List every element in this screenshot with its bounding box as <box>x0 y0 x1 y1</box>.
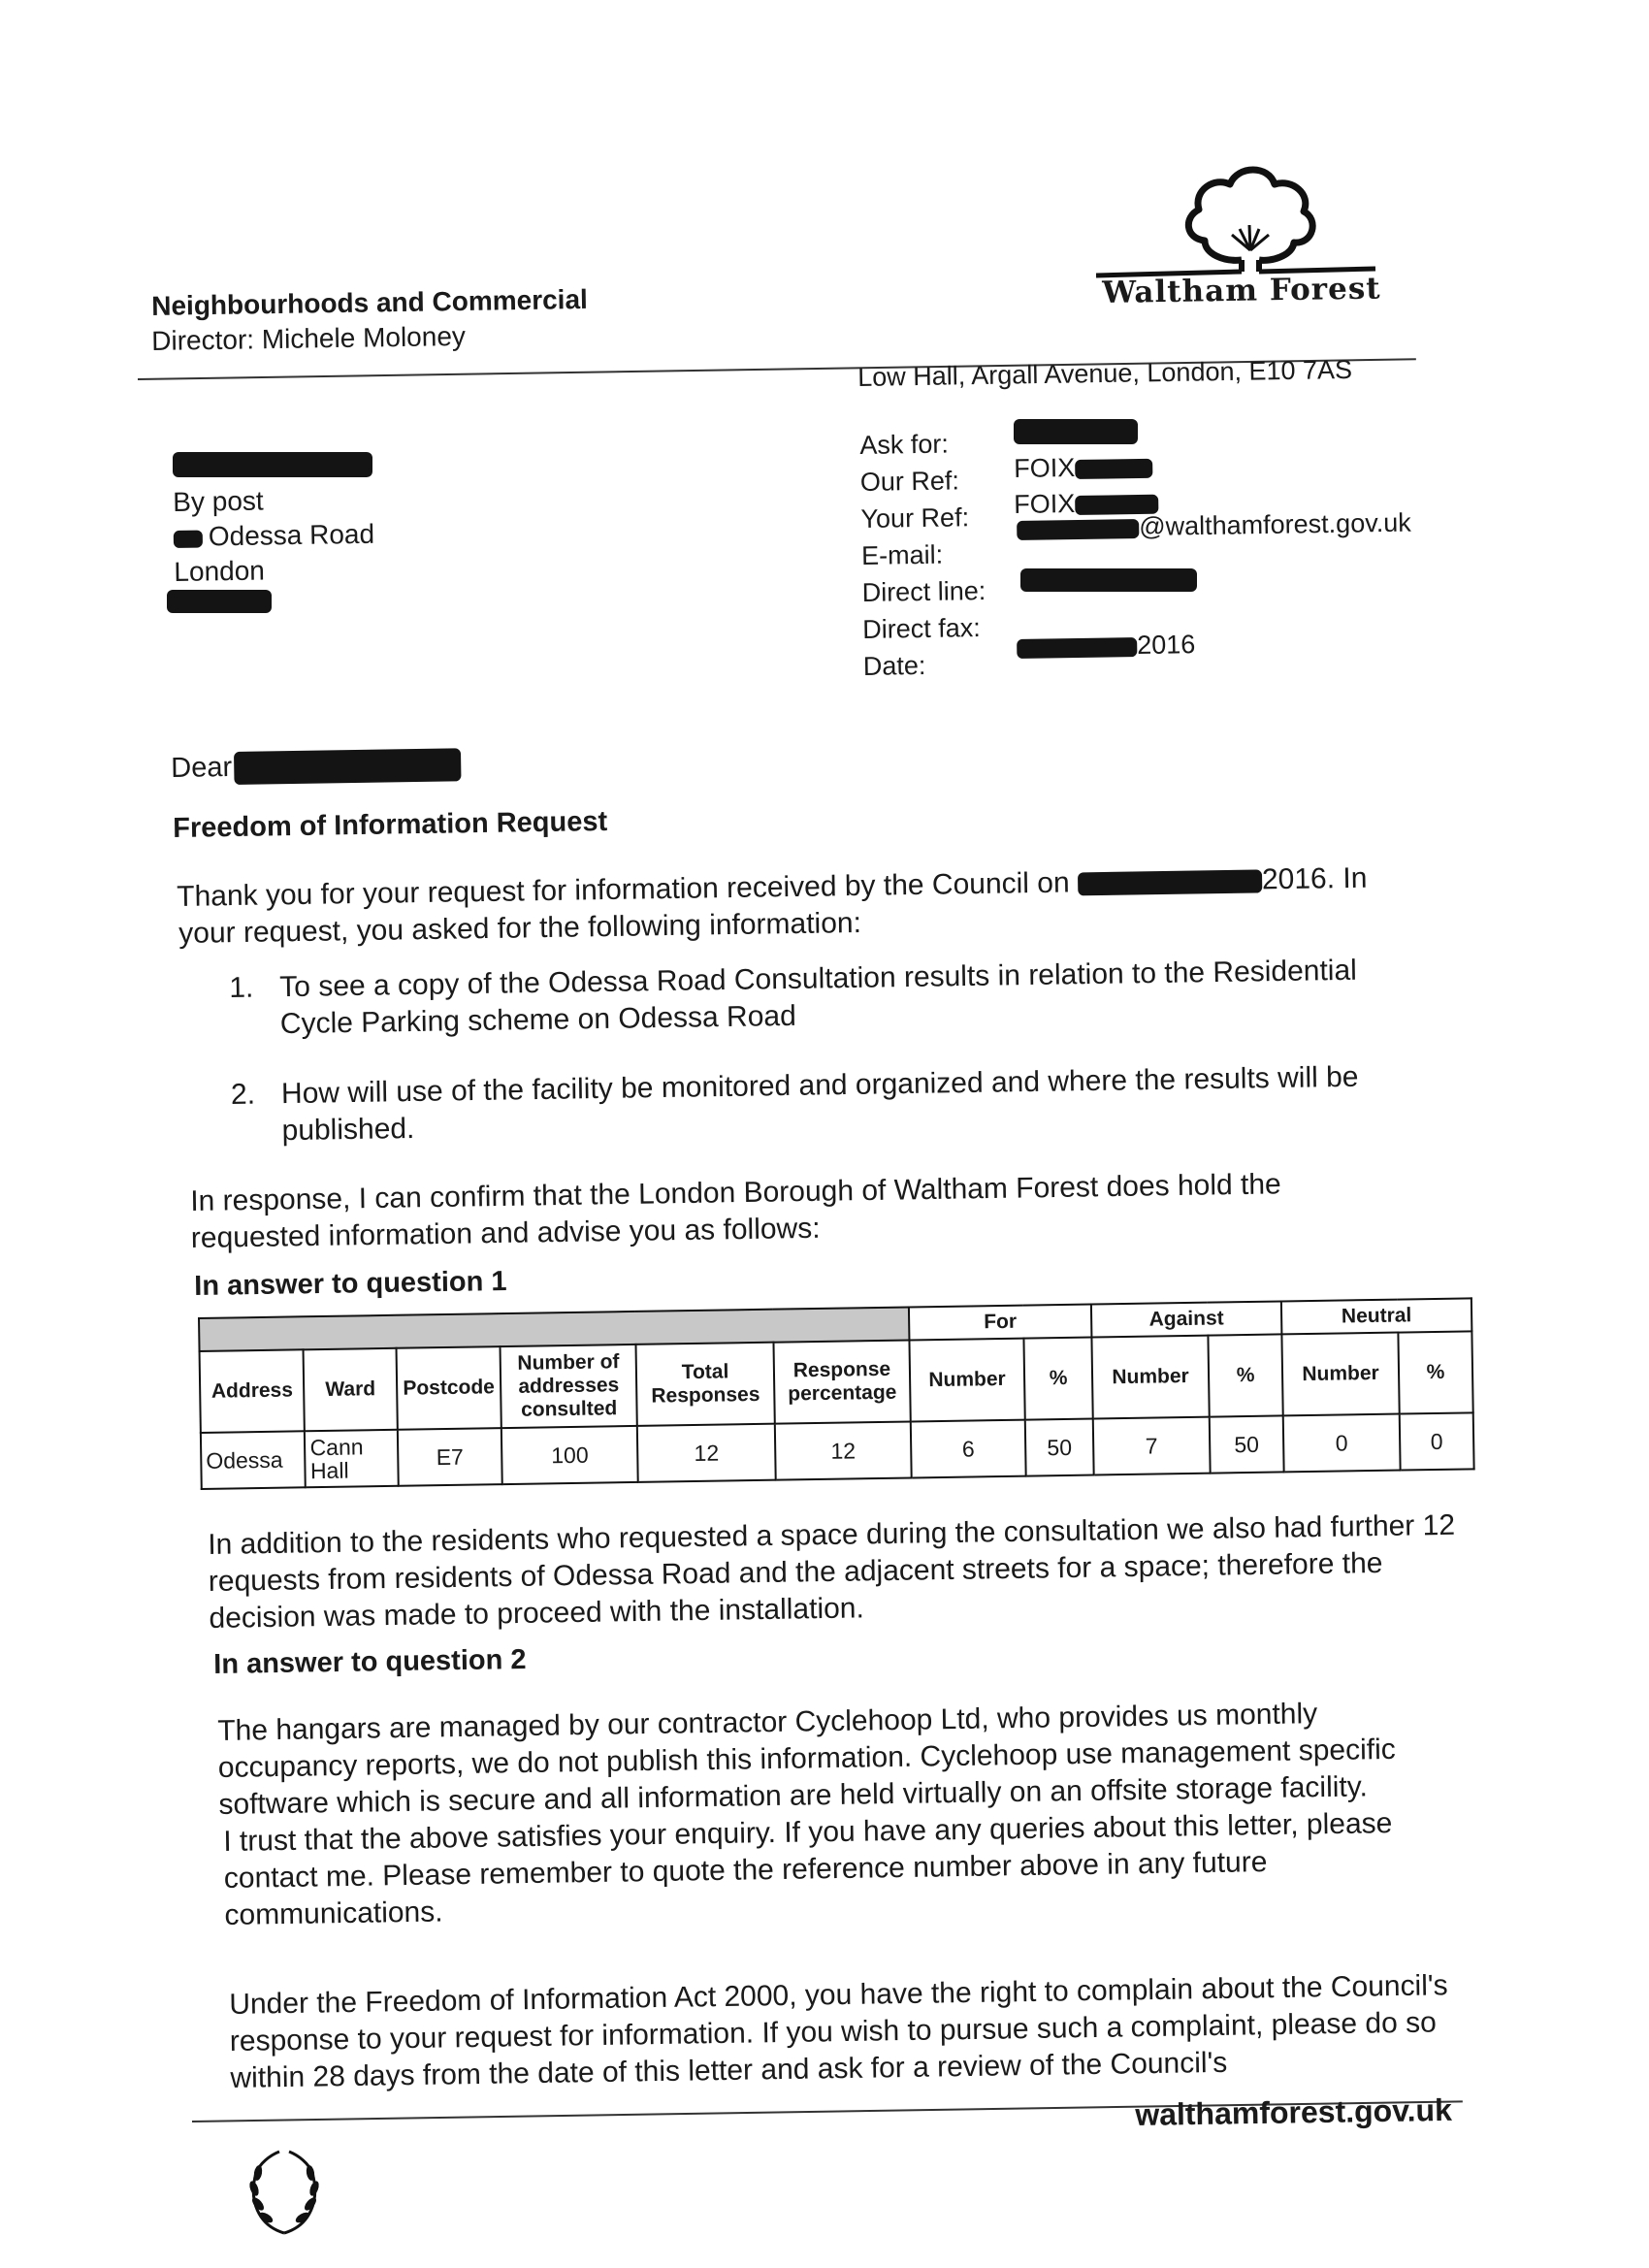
letter-title: Freedom of Information Request <box>173 805 608 844</box>
date-value <box>1017 630 1196 663</box>
col-responses: Total Responses <box>636 1343 775 1426</box>
col-address: Address <box>200 1349 306 1433</box>
col-postcode: Postcode <box>396 1346 501 1430</box>
redacted-house-number <box>174 530 203 547</box>
redacted-direct-line <box>1020 568 1197 592</box>
intro-line-1 <box>177 862 1368 914</box>
your-ref-label: Your Ref: <box>860 502 970 534</box>
col-neutral-pct: % <box>1398 1331 1472 1413</box>
date-label: Date: <box>862 650 926 681</box>
your-ref-prefix: FOIX <box>1014 489 1076 519</box>
our-ref-value <box>1014 452 1152 484</box>
cell-responses: 12 <box>637 1424 776 1482</box>
redacted-date <box>1017 637 1137 659</box>
group-for: For <box>909 1305 1092 1341</box>
redacted-recipient-name <box>234 749 462 786</box>
response-paragraph: In response, I can confirm that the London Borough of Waltham Forest does hold the requested information and advise you as follows: <box>190 1168 1281 1254</box>
group-against: Against <box>1091 1301 1282 1337</box>
list-item-text: How will use of the facility be monitored and organized and where the results will be published. <box>280 1060 1359 1148</box>
tree-logo-icon <box>1096 155 1377 281</box>
laurel-wreath-icon <box>241 2144 328 2241</box>
office-address: Low Hall, Argall Avenue, London, E10 7AS <box>857 354 1353 392</box>
request-list <box>229 952 1406 1183</box>
q1-heading: In answer to question 1 <box>194 1265 507 1302</box>
email-value <box>1017 508 1411 544</box>
intro-text-b: 2016. In <box>1261 861 1368 896</box>
footer-website: walthamforest.gov.uk <box>1135 2091 1453 2132</box>
col-neutral-number: Number <box>1281 1333 1399 1416</box>
col-against-number: Number <box>1091 1336 1209 1419</box>
email-domain: @walthamforest.gov.uk <box>1138 507 1411 542</box>
date-year: 2016 <box>1136 630 1196 661</box>
direct-fax-label: Direct fax: <box>862 613 982 644</box>
redacted-name <box>173 452 372 477</box>
closing-paragraph: I trust that the above satisfies your enquiry. If you have any queries about this letter, please contact me. Please remember to quote the reference number above in any future communications. <box>223 1807 1393 1931</box>
redacted-our-ref <box>1075 459 1152 479</box>
q2-heading: In answer to question 2 <box>213 1643 527 1680</box>
list-item <box>231 1058 1406 1150</box>
direct-line-label: Direct line: <box>861 575 986 607</box>
redacted-contact <box>1014 419 1138 444</box>
department-name: Neighbourhoods and Commercial <box>151 283 589 321</box>
cell-postcode: E7 <box>398 1428 502 1486</box>
brand-name: Waltham Forest <box>1102 271 1381 310</box>
cell-for-pct: 50 <box>1025 1419 1094 1476</box>
col-against-pct: % <box>1208 1334 1282 1416</box>
group-neutral: Neutral <box>1281 1298 1472 1334</box>
salutation <box>171 748 461 786</box>
city-line: London <box>174 555 266 587</box>
street-name: Odessa Road <box>208 518 375 552</box>
q1-followup-paragraph: In addition to the residents who requested a space during the consultation we also had further 12 requests from residents of Odessa Road and the adjacent streets for a space; therefore the decision was made to proceed with the installation. <box>208 1508 1456 1635</box>
cell-against-pct: 50 <box>1210 1415 1284 1473</box>
redacted-email-user <box>1017 519 1139 540</box>
col-ward: Ward <box>304 1348 398 1431</box>
redacted-request-date <box>1078 870 1262 896</box>
results-table <box>198 1297 1475 1490</box>
street-line <box>174 517 375 555</box>
col-percentage: Response percentage <box>774 1340 911 1423</box>
intro-text-a: Thank you for your request for information received by the Council on <box>177 866 1070 913</box>
q2-paragraph: The hangars are managed by our contractor Cyclehoop Ltd, who provides us monthly occupancy reports, we do not publish this information. Cyclehoop use management specific software which is secure and all information are held virtually on an offsite storage facility. <box>217 1698 1396 1821</box>
dear-text: Dear <box>171 752 233 784</box>
intro-line-2: your request, you asked for the following information: <box>178 906 862 950</box>
cell-ward: Cann Hall <box>305 1430 398 1487</box>
cell-consulted: 100 <box>501 1426 638 1484</box>
list-item-number: 1. <box>229 971 254 1004</box>
consultation-results-table <box>198 1297 1475 1490</box>
cell-address: Odessa <box>201 1431 306 1489</box>
cell-neutral-pct: 0 <box>1400 1412 1474 1470</box>
redacted-postcode <box>167 590 272 613</box>
cell-percentage: 12 <box>775 1421 912 1479</box>
cell-neutral-number: 0 <box>1283 1414 1401 1473</box>
col-consulted: Number of addresses consulted <box>501 1345 637 1428</box>
foi-rights-paragraph: Under the Freedom of Information Act 2000, you have the right to complain about the Council's response to your request for information. If you wish to pursue such a complaint, please do so within 28 days from the date of this letter and ask for a review of the Council's <box>229 1969 1448 2094</box>
ask-for-label: Ask for: <box>859 429 950 460</box>
cell-for-number: 6 <box>911 1420 1026 1478</box>
our-ref-prefix: FOIX <box>1014 453 1076 483</box>
our-ref-label: Our Ref: <box>859 466 960 497</box>
recipient-address <box>173 482 375 590</box>
cell-against-number: 7 <box>1093 1417 1211 1475</box>
col-for-number: Number <box>909 1339 1024 1422</box>
col-for-pct: % <box>1023 1338 1092 1420</box>
list-item-number: 2. <box>230 1078 256 1111</box>
email-label: E-mail: <box>860 539 944 570</box>
list-item-text: To see a copy of the Odessa Road Consultation results in relation to the Residential Cycle Parking scheme on Odessa Road <box>279 954 1358 1041</box>
by-post-label: By post <box>173 485 264 517</box>
reference-labels <box>859 425 987 685</box>
director-name: Director: Michele Moloney <box>151 320 467 356</box>
list-item <box>229 952 1404 1044</box>
